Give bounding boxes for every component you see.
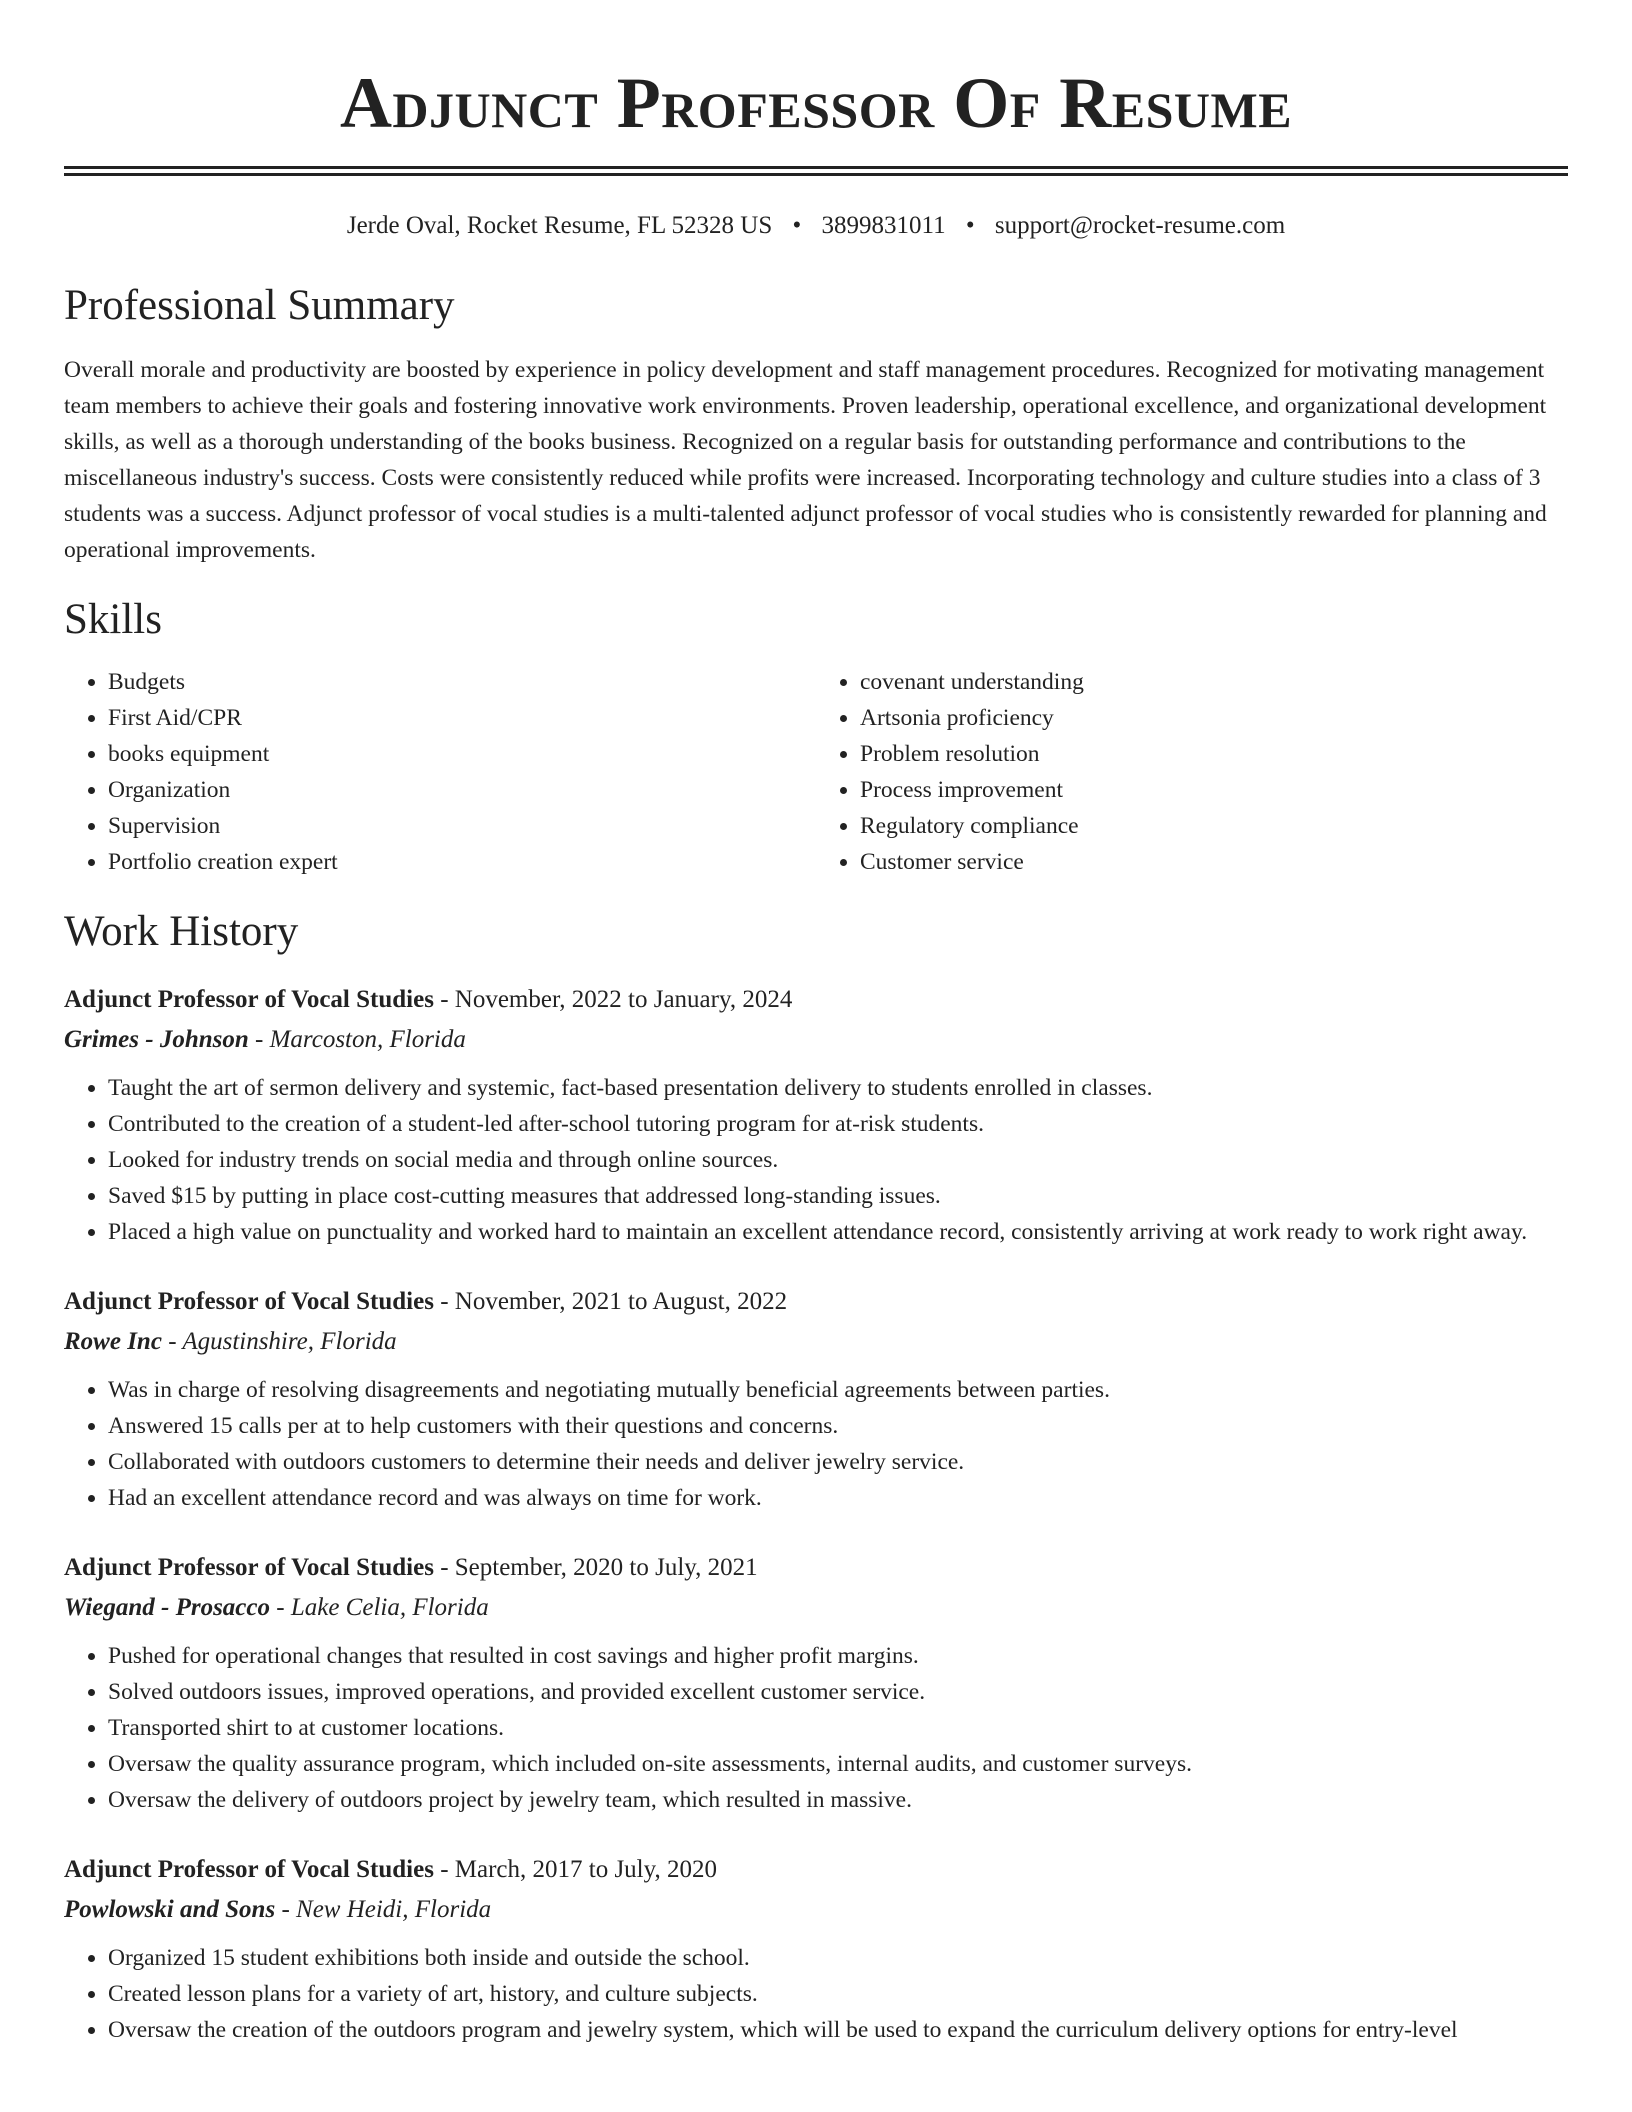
skill-item: • Artsonia proficiency: [860, 700, 1568, 736]
job-role: Adjunct Professor of Vocal Studies: [64, 1856, 434, 1883]
work-history-section: [64, 906, 1568, 2048]
job-bullet: • Pushed for operational changes that resulted in cost savings and higher profit margins.: [108, 1638, 1568, 1674]
job-separator: -: [433, 1554, 455, 1581]
contact-phone: 3899831011: [821, 212, 946, 239]
job-separator: -: [433, 1288, 455, 1315]
job-bullet: • Saved $15 by putting in place cost-cutting measures that addressed long-standing issues.: [108, 1178, 1568, 1214]
job-company: Wiegand - Prosacco: [64, 1594, 270, 1621]
summary-section: [64, 280, 1568, 568]
job-bullet: • Taught the art of sermon delivery and systemic, fact-based presentation delivery to students enrolled in classes.: [108, 1070, 1568, 1106]
job-header: [64, 1550, 1568, 1586]
job-separator: -: [275, 1896, 297, 1923]
skill-item: • Problem resolution: [860, 736, 1568, 772]
job-company: Rowe Inc: [64, 1328, 162, 1355]
job-bullet: • Oversaw the quality assurance program, which included on-site assessments, internal audits, and customer surveys.: [108, 1746, 1568, 1782]
job-location: Marcoston, Florida: [269, 1026, 466, 1053]
job-bullet: • Oversaw the delivery of outdoors project by jewelry team, which resulted in massive.: [108, 1782, 1568, 1818]
skill-item: • Organization: [108, 772, 816, 808]
job-bullet: • Collaborated with outdoors customers to determine their needs and deliver jewelry service.: [108, 1444, 1568, 1480]
job-company-line: [64, 1324, 1568, 1360]
skill-item: • Portfolio creation expert: [108, 844, 816, 880]
skill-item: • Process improvement: [860, 772, 1568, 808]
job-bullet: • Organized 15 student exhibitions both inside and outside the school.: [108, 1940, 1568, 1976]
job-header: [64, 1284, 1568, 1320]
job-role: Adjunct Professor of Vocal Studies: [64, 1288, 434, 1315]
job-bullets: [64, 1638, 1568, 1818]
summary-heading: Professional Summary: [64, 282, 455, 329]
skills-heading: Skills: [64, 596, 162, 643]
job-entry: [64, 1284, 1568, 1516]
job-company-line: [64, 1892, 1568, 1928]
job-bullet: • Solved outdoors issues, improved operations, and provided excellent customer service.: [108, 1674, 1568, 1710]
contact-separator: •: [792, 212, 802, 239]
work-history-heading: Work History: [64, 908, 299, 955]
job-bullet: • Looked for industry trends on social media and through online sources.: [108, 1142, 1568, 1178]
job-entry: [64, 1852, 1568, 2048]
job-separator: -: [161, 1328, 183, 1355]
job-bullet: • Created lesson plans for a variety of art, history, and culture subjects.: [108, 1976, 1568, 2012]
skill-item: • covenant understanding: [860, 664, 1568, 700]
job-location: New Heidi, Florida: [296, 1896, 492, 1923]
job-bullet: • Had an excellent attendance record and was always on time for work.: [108, 1480, 1568, 1516]
contact-address: Jerde Oval, Rocket Resume, FL 52328 US: [346, 212, 773, 239]
job-bullet: • Oversaw the creation of the outdoors program and jewelry system, which will be used to expand the curriculum delivery options for entry-level: [108, 2012, 1568, 2048]
job-company-line: [64, 1590, 1568, 1626]
job-bullets: [64, 1070, 1568, 1250]
resume-title: Adjunct Professor Of Resume: [339, 63, 1293, 143]
skill-item: • First Aid/CPR: [108, 700, 816, 736]
job-separator: -: [433, 1856, 455, 1883]
skills-right-column: [816, 664, 1568, 880]
skill-item: • books equipment: [108, 736, 816, 772]
job-header: [64, 1852, 1568, 1888]
skill-item: • Supervision: [108, 808, 816, 844]
skill-item: • Budgets: [108, 664, 816, 700]
job-dates: November, 2022 to January, 2024: [454, 986, 793, 1013]
job-bullet: • Was in charge of resolving disagreements and negotiating mutually beneficial agreements between parties.: [108, 1372, 1568, 1408]
job-role: Adjunct Professor of Vocal Studies: [64, 986, 434, 1013]
job-separator: -: [433, 986, 455, 1013]
job-separator: -: [248, 1026, 270, 1053]
job-bullets: [64, 1372, 1568, 1516]
job-dates: November, 2021 to August, 2022: [454, 1288, 788, 1315]
skills-grid: [64, 664, 1568, 880]
job-separator: -: [270, 1594, 291, 1621]
job-bullet: • Transported shirt to at customer locations.: [108, 1710, 1568, 1746]
title-double-rule: [64, 166, 1568, 176]
job-company: Powlowski and Sons: [64, 1896, 276, 1923]
job-entry: [64, 982, 1568, 1250]
job-company: Grimes - Johnson: [64, 1026, 249, 1053]
job-bullets: [64, 1940, 1568, 2048]
job-location: Agustinshire, Florida: [182, 1328, 397, 1355]
job-entry: [64, 1550, 1568, 1818]
skills-section: [64, 594, 1568, 880]
contact-email: support@rocket-resume.com: [994, 212, 1286, 239]
job-header: [64, 982, 1568, 1018]
skill-item: • Regulatory compliance: [860, 808, 1568, 844]
job-location: Lake Celia, Florida: [290, 1594, 489, 1621]
skills-left-column: [64, 664, 816, 880]
job-dates: September, 2020 to July, 2021: [454, 1554, 758, 1581]
summary-text: Overall morale and productivity are boosted by experience in policy development and staff management procedures. Recognized for motivating management team members to achieve their goals and fostering innovative work environments. Proven leadership, operational excellence, and organizational development skills, as well as a thorough understanding of the books business. Recognized on a regular basis for outstanding performance and contributions to the miscellaneous industry's success. Costs were consistently reduced while profits were increased. Incorporating technology and culture studies into a class of 3 students was a success. Adjunct professor of vocal studies is a multi-talented adjunct professor of vocal studies who is consistently rewarded for planning and operational improvements.: [64, 357, 1547, 563]
job-dates: March, 2017 to July, 2020: [454, 1856, 718, 1883]
job-bullet: • Answered 15 calls per at to help customers with their questions and concerns.: [108, 1408, 1568, 1444]
job-role: Adjunct Professor of Vocal Studies: [64, 1554, 434, 1581]
contact-separator: •: [965, 212, 975, 239]
skill-item: • Customer service: [860, 844, 1568, 880]
job-company-line: [64, 1022, 1568, 1058]
job-bullet: • Contributed to the creation of a student-led after-school tutoring program for at-risk students.: [108, 1106, 1568, 1142]
job-bullet: • Placed a high value on punctuality and worked hard to maintain an excellent attendance record, consistently arriving at work ready to work right away.: [108, 1214, 1568, 1250]
contact-line: [64, 210, 1568, 242]
